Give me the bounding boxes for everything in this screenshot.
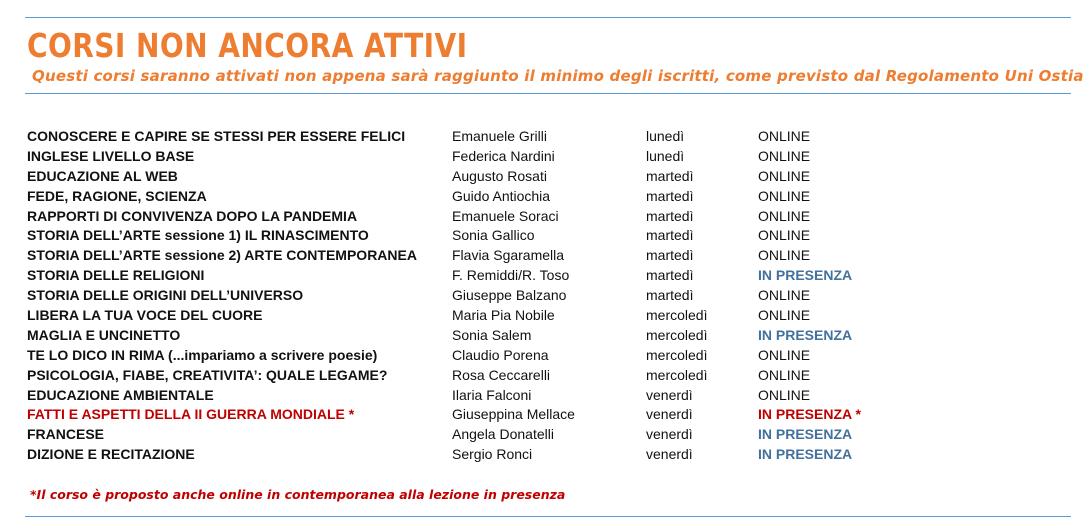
table-row [27, 306, 1067, 326]
course-mode: ONLINE [758, 167, 811, 184]
course-name: PSICOLOGIA, FIABE, CREATIVITA’: QUALE LEGAME? [27, 366, 388, 383]
course-mode: IN PRESENZA [758, 267, 853, 284]
table-row [27, 266, 1067, 286]
course-day: mercoledì [646, 366, 708, 383]
course-day: martedì [646, 247, 694, 264]
table-row [27, 445, 1067, 465]
course-day: venerdì [646, 406, 693, 423]
course-name: STORIA DELLE RELIGIONI [27, 267, 205, 284]
course-day: mercoledì [646, 326, 708, 343]
course-teacher: Claudio Porena [452, 346, 549, 363]
course-teacher: Giuseppe Balzano [452, 287, 567, 304]
course-day: mercoledì [646, 346, 708, 363]
course-teacher: Emanuele Grilli [452, 128, 547, 144]
course-name: FEDE, RAGIONE, SCIENZA [27, 187, 207, 204]
courses-table [27, 127, 1067, 465]
course-name: INGLESE LIVELLO BASE [27, 147, 195, 164]
course-mode: IN PRESENZA * [758, 406, 861, 423]
course-mode: ONLINE [758, 366, 811, 383]
table-row [27, 405, 1067, 425]
course-teacher: Sergio Ronci [452, 446, 533, 463]
table-row [27, 326, 1067, 346]
course-mode: ONLINE [758, 386, 811, 403]
course-mode: ONLINE [758, 287, 811, 304]
footnote: *Il corso è proposto anche online in contemporanea alla lezione in presenza [30, 487, 566, 502]
course-teacher: Federica Nardini [452, 147, 555, 164]
course-day: venerdì [646, 426, 693, 443]
course-teacher: Guido Antiochia [452, 187, 551, 204]
header-divider [25, 93, 1071, 94]
table-row [27, 425, 1067, 445]
bottom-divider [25, 516, 1071, 517]
course-teacher: Sonia Gallico [452, 227, 535, 244]
course-teacher: Ilaria Falconi [452, 386, 532, 403]
course-mode: ONLINE [758, 247, 811, 264]
page-title: CORSI NON ANCORA ATTIVI [27, 26, 468, 65]
table-row [27, 346, 1067, 366]
course-day: martedì [646, 187, 694, 204]
course-day: venerdì [646, 386, 693, 403]
table-row [27, 147, 1067, 167]
course-day: martedì [646, 287, 694, 304]
course-teacher: Sonia Salem [452, 326, 532, 343]
course-mode: ONLINE [758, 207, 811, 224]
course-name: STORIA DELL’ARTE sessione 1) IL RINASCIMENTO [27, 227, 369, 244]
table-row [27, 386, 1067, 406]
course-day: martedì [646, 167, 694, 184]
course-teacher: Angela Donatelli [452, 426, 554, 443]
course-teacher: Augusto Rosati [452, 167, 547, 184]
course-teacher: Rosa Ceccarelli [452, 366, 551, 383]
course-mode: ONLINE [758, 128, 811, 144]
course-mode: ONLINE [758, 307, 811, 324]
table-row [27, 286, 1067, 306]
course-name: CONOSCERE E CAPIRE SE STESSI PER ESSERE FELICI [27, 128, 406, 144]
course-name: LIBERA LA TUA VOCE DEL CUORE [27, 307, 263, 324]
course-day: lunedì [646, 128, 685, 144]
course-mode: ONLINE [758, 147, 811, 164]
course-mode: ONLINE [758, 346, 811, 363]
course-teacher: Emanuele Soraci [452, 207, 559, 224]
course-mode: IN PRESENZA [758, 326, 853, 343]
table-row [27, 127, 1067, 147]
course-name: STORIA DELLE ORIGINI DELL’UNIVERSO [27, 287, 304, 304]
course-name: DIZIONE E RECITAZIONE [27, 446, 195, 463]
table-row [27, 167, 1067, 187]
course-day: martedì [646, 207, 694, 224]
table-row [27, 226, 1067, 246]
table-row [27, 187, 1067, 207]
course-name: EDUCAZIONE AL WEB [27, 167, 178, 184]
course-name: EDUCAZIONE AMBIENTALE [27, 386, 214, 403]
course-mode: IN PRESENZA [758, 426, 853, 443]
course-day: martedì [646, 267, 694, 284]
course-day: lunedì [646, 147, 685, 164]
course-name: MAGLIA E UNCINETTO [27, 326, 181, 343]
top-divider [25, 17, 1071, 18]
course-teacher: Maria Pia Nobile [452, 307, 555, 324]
course-day: mercoledì [646, 307, 708, 324]
table-row [27, 366, 1067, 386]
course-mode: ONLINE [758, 187, 811, 204]
course-name: FRANCESE [27, 426, 105, 443]
course-mode: ONLINE [758, 227, 811, 244]
course-teacher: F. Remiddi/R. Toso [452, 267, 570, 284]
course-name: RAPPORTI DI CONVIVENZA DOPO LA PANDEMIA [27, 207, 358, 224]
course-teacher: Giuseppina Mellace [452, 406, 575, 423]
course-name: STORIA DELL’ARTE sessione 2) ARTE CONTEMPORANEA [27, 247, 417, 264]
table-row [27, 246, 1067, 266]
course-day: venerdì [646, 446, 693, 463]
course-name: FATTI E ASPETTI DELLA II GUERRA MONDIALE * [27, 406, 355, 423]
page-subtitle: Questi corsi saranno attivati non appena sarà raggiunto il minimo degli iscritti, come previsto dal Regolamento Uni Ostia [32, 67, 1084, 85]
course-teacher: Flavia Sgaramella [452, 247, 565, 264]
course-day: martedì [646, 227, 694, 244]
course-mode: IN PRESENZA [758, 446, 853, 463]
course-name: TE LO DICO IN RIMA (...impariamo a scrivere poesie) [27, 346, 378, 363]
table-row [27, 207, 1067, 227]
